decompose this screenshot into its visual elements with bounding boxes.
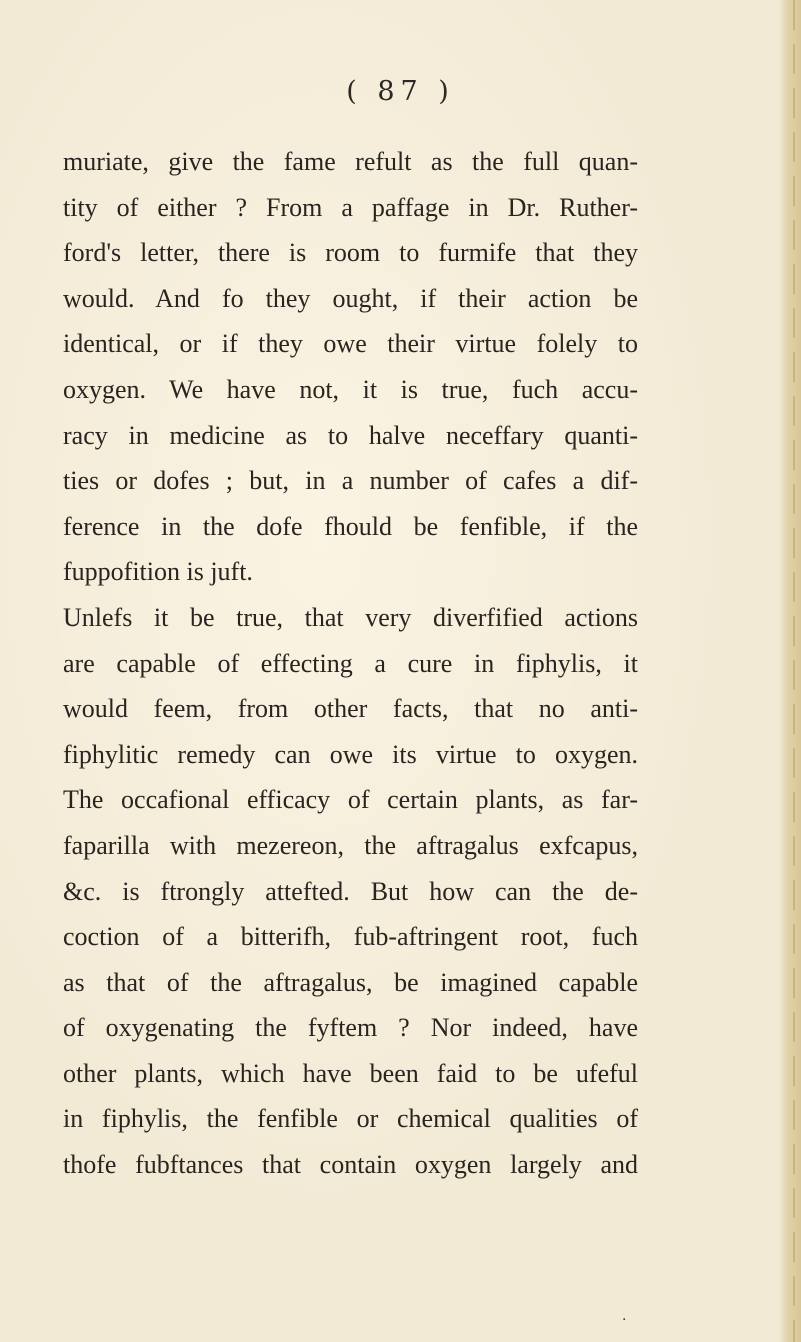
printer-mark: · <box>622 1312 627 1328</box>
text-line: in fiphylis, the fenfible or chemical qualities of <box>63 1104 638 1134</box>
text-line: of oxygenating the fyftem ? Nor indeed, have <box>63 1013 638 1043</box>
text-line: fuppofition is juft. <box>63 557 253 587</box>
text-line: Unlefs it be true, that very diverfified actions <box>63 602 638 632</box>
text-line: racy in medicine as to halve neceffary quanti- <box>63 420 638 450</box>
text-line: faparilla with mezereon, the aftragalus exfcapus, <box>63 830 638 860</box>
body-text <box>63 139 638 1188</box>
text-line: ties or dofes ; but, in a number of cafes a dif- <box>63 466 638 496</box>
text-line: ference in the dofe fhould be fenfible, if the <box>63 511 638 541</box>
text-line: fiphylitic remedy can owe its virtue to oxygen. <box>63 739 638 769</box>
page-edge <box>779 0 801 1342</box>
text-line: oxygen. We have not, it is true, fuch accu- <box>63 374 638 404</box>
text-line: ford's letter, there is room to furmife that they <box>63 238 638 268</box>
text-line: coction of a bitterifh, fub-aftringent root, fuch <box>63 922 638 952</box>
text-line: thofe fubftances that contain oxygen largely and <box>63 1150 638 1180</box>
text-line: The occafional efficacy of certain plants, as far- <box>63 785 638 815</box>
text-line: as that of the aftragalus, be imagined capable <box>63 967 638 997</box>
text-line: tity of either ? From a paffage in Dr. Ruther- <box>63 192 638 222</box>
page-number: ( 87 ) <box>346 76 455 107</box>
text-line: identical, or if they owe their virtue folely to <box>63 329 638 359</box>
text-line: are capable of effecting a cure in fiphylis, it <box>63 648 638 678</box>
text-line: &c. is ftrongly attefted. But how can the de- <box>63 876 638 906</box>
text-line: other plants, which have been faid to be ufeful <box>63 1058 638 1088</box>
text-line: would. And fo they ought, if their action be <box>63 283 638 313</box>
page-edge-shadow <box>793 0 795 1342</box>
text-line: muriate, give the fame refult as the full quan- <box>63 147 638 176</box>
text-line: would feem, from other facts, that no anti- <box>63 694 638 724</box>
